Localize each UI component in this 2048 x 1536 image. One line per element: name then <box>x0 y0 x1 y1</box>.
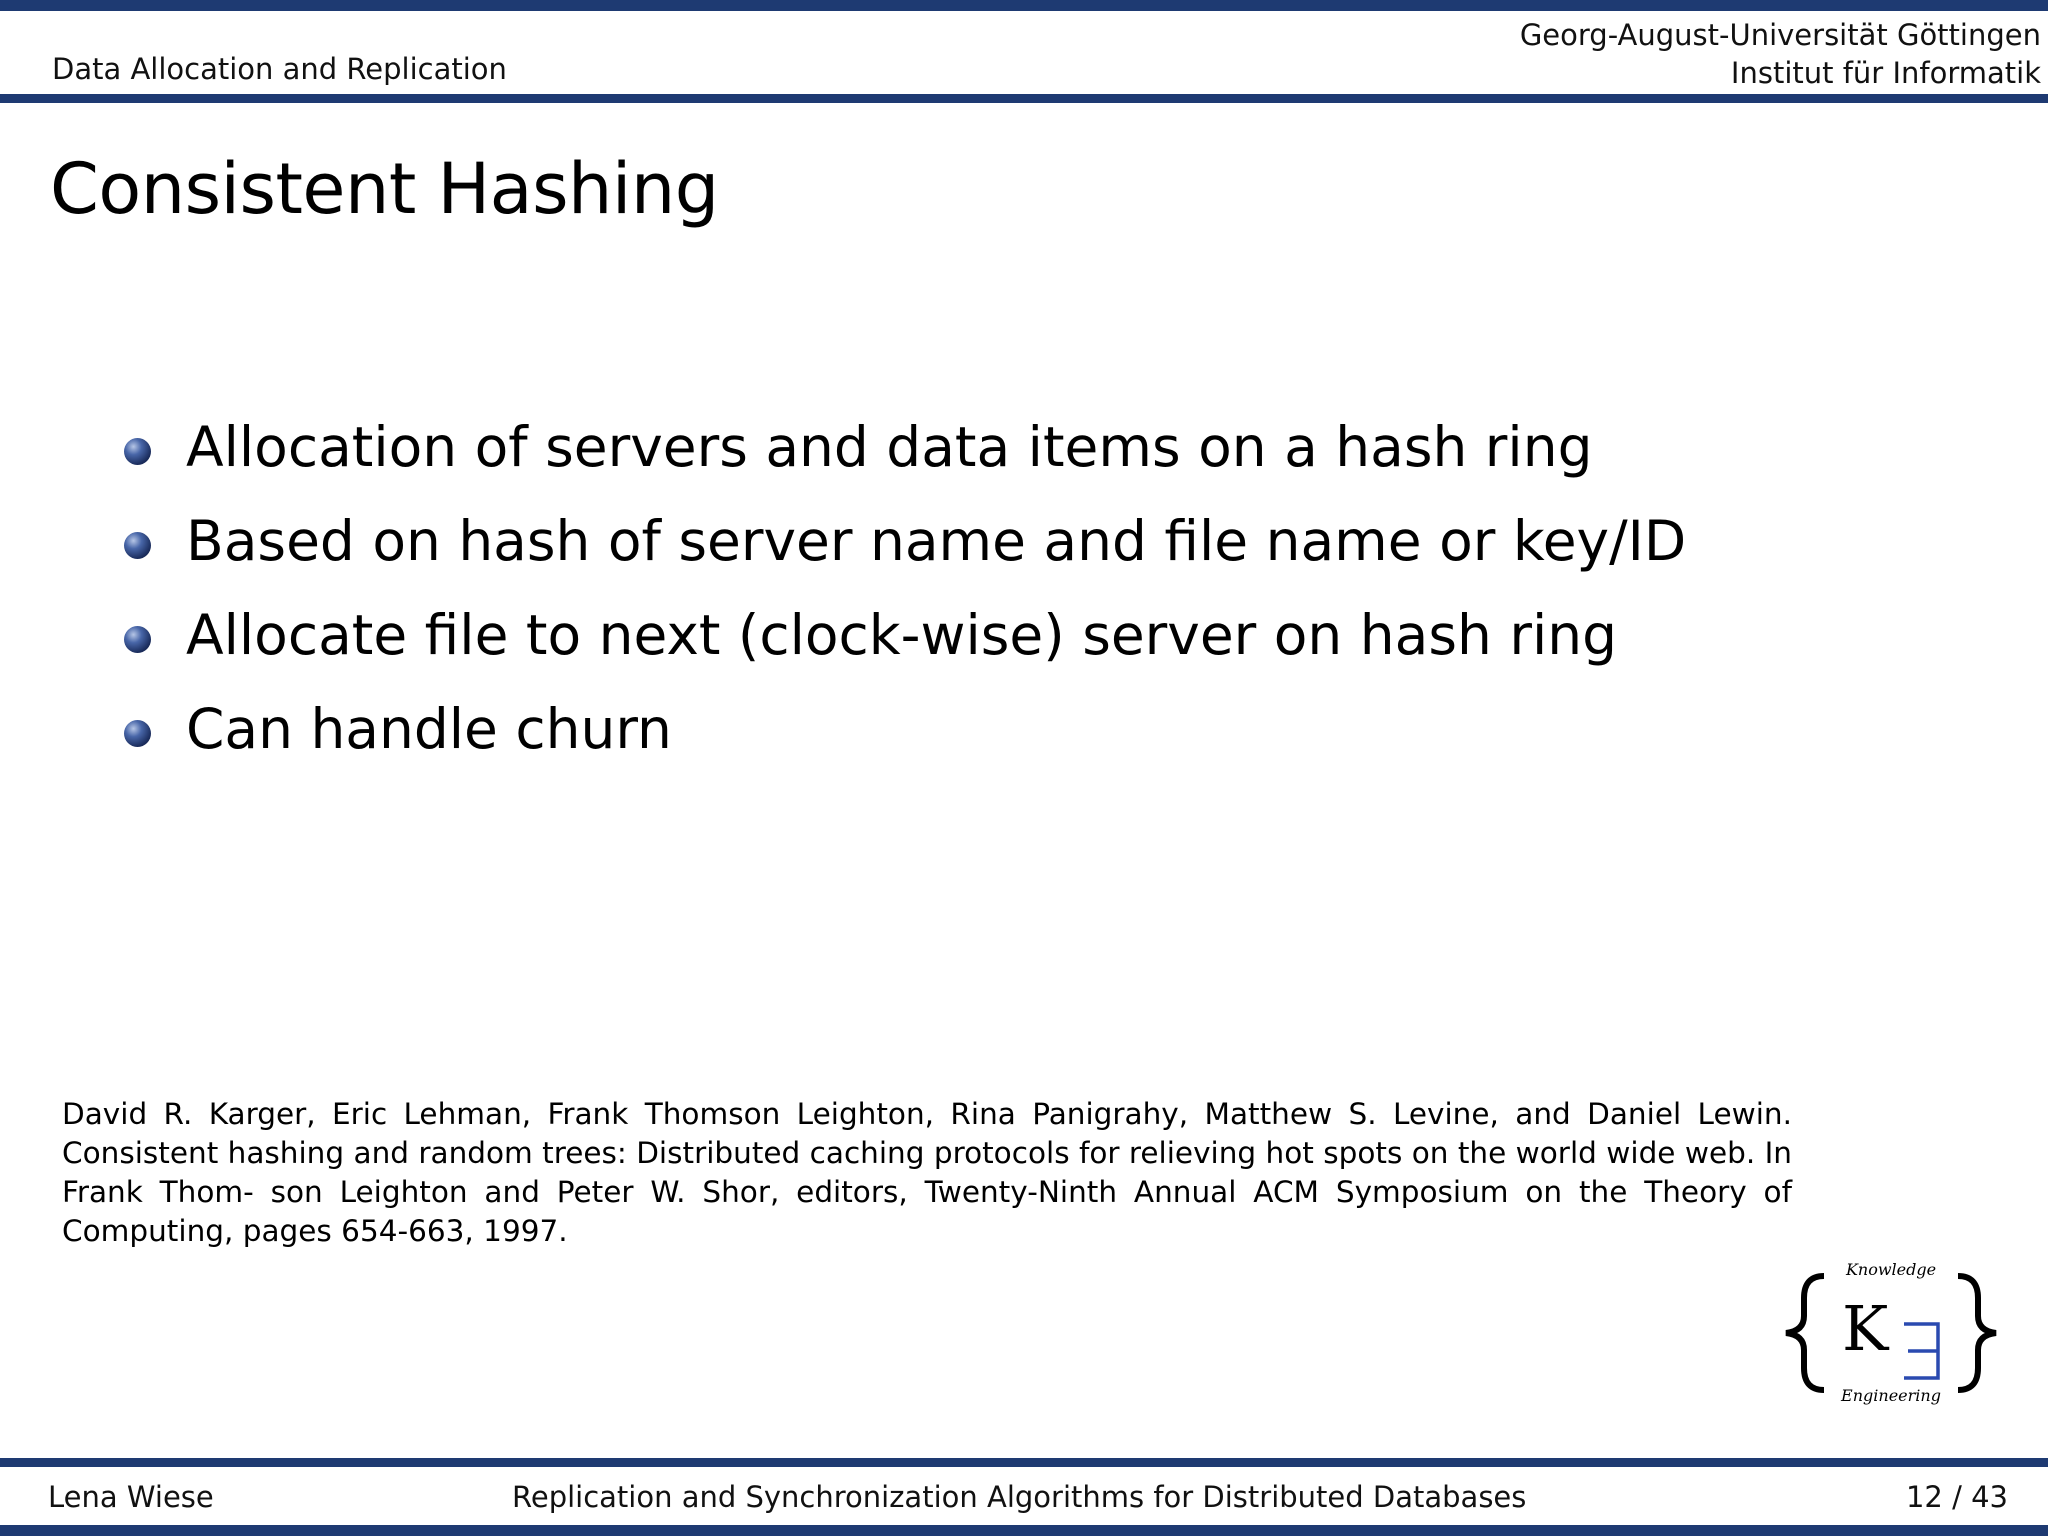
section-title: Data Allocation and Replication <box>52 52 507 86</box>
bullet-icon <box>124 532 151 559</box>
bullet-item <box>124 588 1686 682</box>
footer-top-bar <box>0 1458 2048 1467</box>
logo-top-word: Knowledge <box>1845 1260 1937 1279</box>
exists-icon <box>1904 1324 1938 1378</box>
logo-bottom-word: Engineering <box>1841 1386 1941 1405</box>
bullet-icon <box>124 720 151 747</box>
university-name: Georg-August-Universität Göttingen <box>1519 18 2041 52</box>
slide-title: Consistent Hashing <box>50 148 719 230</box>
left-brace-icon <box>1786 1276 1824 1390</box>
footer-talk-title: Replication and Synchronization Algorithms for Distributed Databases <box>512 1480 1527 1514</box>
bibliography-reference: David R. Karger, Eric Lehman, Frank Thomson Leighton, Rina Panigrahy, Matthew S. Levine, and Daniel Lewin. Consistent hashing and random trees: Distributed caching protocols for relieving hot spots on the world wide web. In Frank Thom- son Leighton and Peter W. Shor, editors, Twenty-Ninth Annual ACM Symposium on the Theory of Computing, pages 654-663, 1997. <box>62 1097 1792 1248</box>
bullet-item <box>124 682 1686 776</box>
knowledge-engineering-logo <box>1782 1258 2000 1408</box>
footer-author: Lena Wiese <box>48 1480 214 1514</box>
header-bottom-bar <box>0 94 2048 103</box>
bullet-item <box>124 400 1686 494</box>
bullet-text: Allocate file to next (clock-wise) server on hash ring <box>186 603 1617 667</box>
bullet-item <box>124 494 1686 588</box>
bullet-list <box>124 400 1686 776</box>
bullet-icon <box>124 438 151 465</box>
page-number: 12 / 43 <box>1905 1480 2008 1514</box>
logo-letter: K <box>1842 1292 1889 1365</box>
bullet-text: Allocation of servers and data items on a hash ring <box>186 415 1593 479</box>
bullet-text: Based on hash of server name and file name or key/ID <box>186 509 1687 573</box>
right-brace-icon <box>1958 1276 1996 1390</box>
footer-bottom-bar <box>0 1525 2048 1536</box>
header-affiliation <box>1520 16 2041 92</box>
institute-name: Institut für Informatik <box>1730 56 2041 90</box>
header-top-bar <box>0 0 2048 11</box>
bullet-text: Can handle churn <box>186 697 672 761</box>
bullet-icon <box>124 626 151 653</box>
